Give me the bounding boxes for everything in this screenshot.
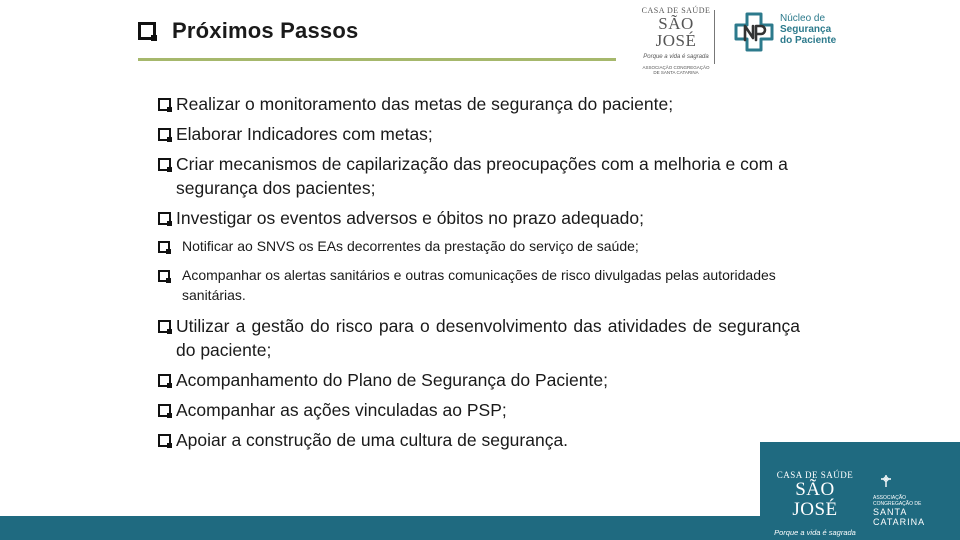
checkbox-bullet-icon: [138, 22, 156, 40]
congregation-emblem-icon: [879, 474, 893, 488]
checkbox-bullet-icon: [158, 434, 171, 447]
checkbox-bullet-icon: [158, 241, 170, 253]
list-item: [158, 398, 800, 422]
list-item: [158, 152, 800, 200]
footer-hospital-logo: [772, 470, 858, 537]
footer-logo-tagline: Porque a vida é sagrada: [774, 528, 856, 537]
list-item-text: Acompanhar as ações vinculadas ao PSP;: [176, 400, 507, 420]
checkbox-bullet-icon: [158, 320, 171, 333]
hospital-logo: [640, 6, 712, 75]
list-item-text: Acompanhamento do Plano de Segurança do Paciente;: [176, 370, 608, 390]
footer-logo-line2: SÃO JOSÉ: [792, 479, 838, 520]
footer-association-logo: [873, 474, 943, 527]
hospital-logo-tagline: Porque a vida é sagrada: [643, 54, 709, 60]
list-item-text: Acompanhar os alertas sanitários e outras comunicações de risco divulgadas pelas autoridades sanitárias.: [182, 267, 776, 303]
nucleo-logo-line3: do Paciente: [780, 35, 837, 46]
list-item: [158, 368, 800, 392]
list-item: [158, 122, 800, 146]
list-item-text: Realizar o monitoramento das metas de segurança do paciente;: [176, 94, 674, 114]
list-item-text: Criar mecanismos de capilarização das preocupações com a melhoria e com a segurança dos pacientes;: [176, 154, 788, 198]
checkbox-bullet-icon: [158, 404, 171, 417]
checkbox-bullet-icon: [158, 158, 171, 171]
list-item-text: Apoiar a construção de uma cultura de segurança.: [176, 430, 569, 450]
nucleo-logo-text: [780, 13, 836, 46]
list-item: [158, 206, 800, 230]
list-item-text: Investigar os eventos adversos e óbitos no prazo adequado;: [176, 208, 644, 228]
hospital-logo-line2: SÃO JOSÉ: [655, 14, 697, 50]
footer-assoc-small: ASSOCIAÇÃO CONGREGAÇÃO DE: [873, 495, 922, 507]
nucleo-logo-line1: Núcleo de: [780, 13, 826, 24]
checkbox-bullet-icon: [158, 98, 171, 111]
slide-title: Próximos Passos: [172, 18, 359, 43]
list-item: [158, 428, 800, 452]
list-item: [158, 92, 800, 116]
checkbox-bullet-icon: [158, 270, 170, 282]
list-item-text: Notificar ao SNVS os EAs decorrentes da prestação do serviço de saúde;: [182, 238, 639, 254]
footer-assoc-big: SANTA CATARINA: [873, 507, 926, 527]
list-item: [158, 265, 800, 305]
hospital-logo-line1: CASA DE SAÚDE: [641, 6, 711, 15]
bullet-list: [158, 92, 800, 458]
title-row: [138, 18, 358, 44]
checkbox-bullet-icon: [158, 128, 171, 141]
list-item-text: Elaborar Indicadores com metas;: [176, 124, 433, 144]
checkbox-bullet-icon: [158, 212, 171, 225]
footer-logo-line1: CASA DE SAÚDE: [776, 470, 854, 480]
list-item: [158, 236, 800, 256]
nucleo-logo-line2: Segurança: [780, 24, 832, 35]
title-underline: [138, 58, 616, 61]
list-item: [158, 314, 800, 362]
hospital-logo-assoc: ASSOCIAÇÃO CONGREGAÇÃO DE SANTA CATARINA: [642, 65, 710, 75]
logo-divider: [714, 10, 715, 64]
patient-safety-cross-icon: [734, 12, 774, 52]
checkbox-bullet-icon: [158, 374, 171, 387]
list-item-text: Utilizar a gestão do risco para o desenvolvimento das atividades de segurança do paciente;: [176, 316, 800, 360]
